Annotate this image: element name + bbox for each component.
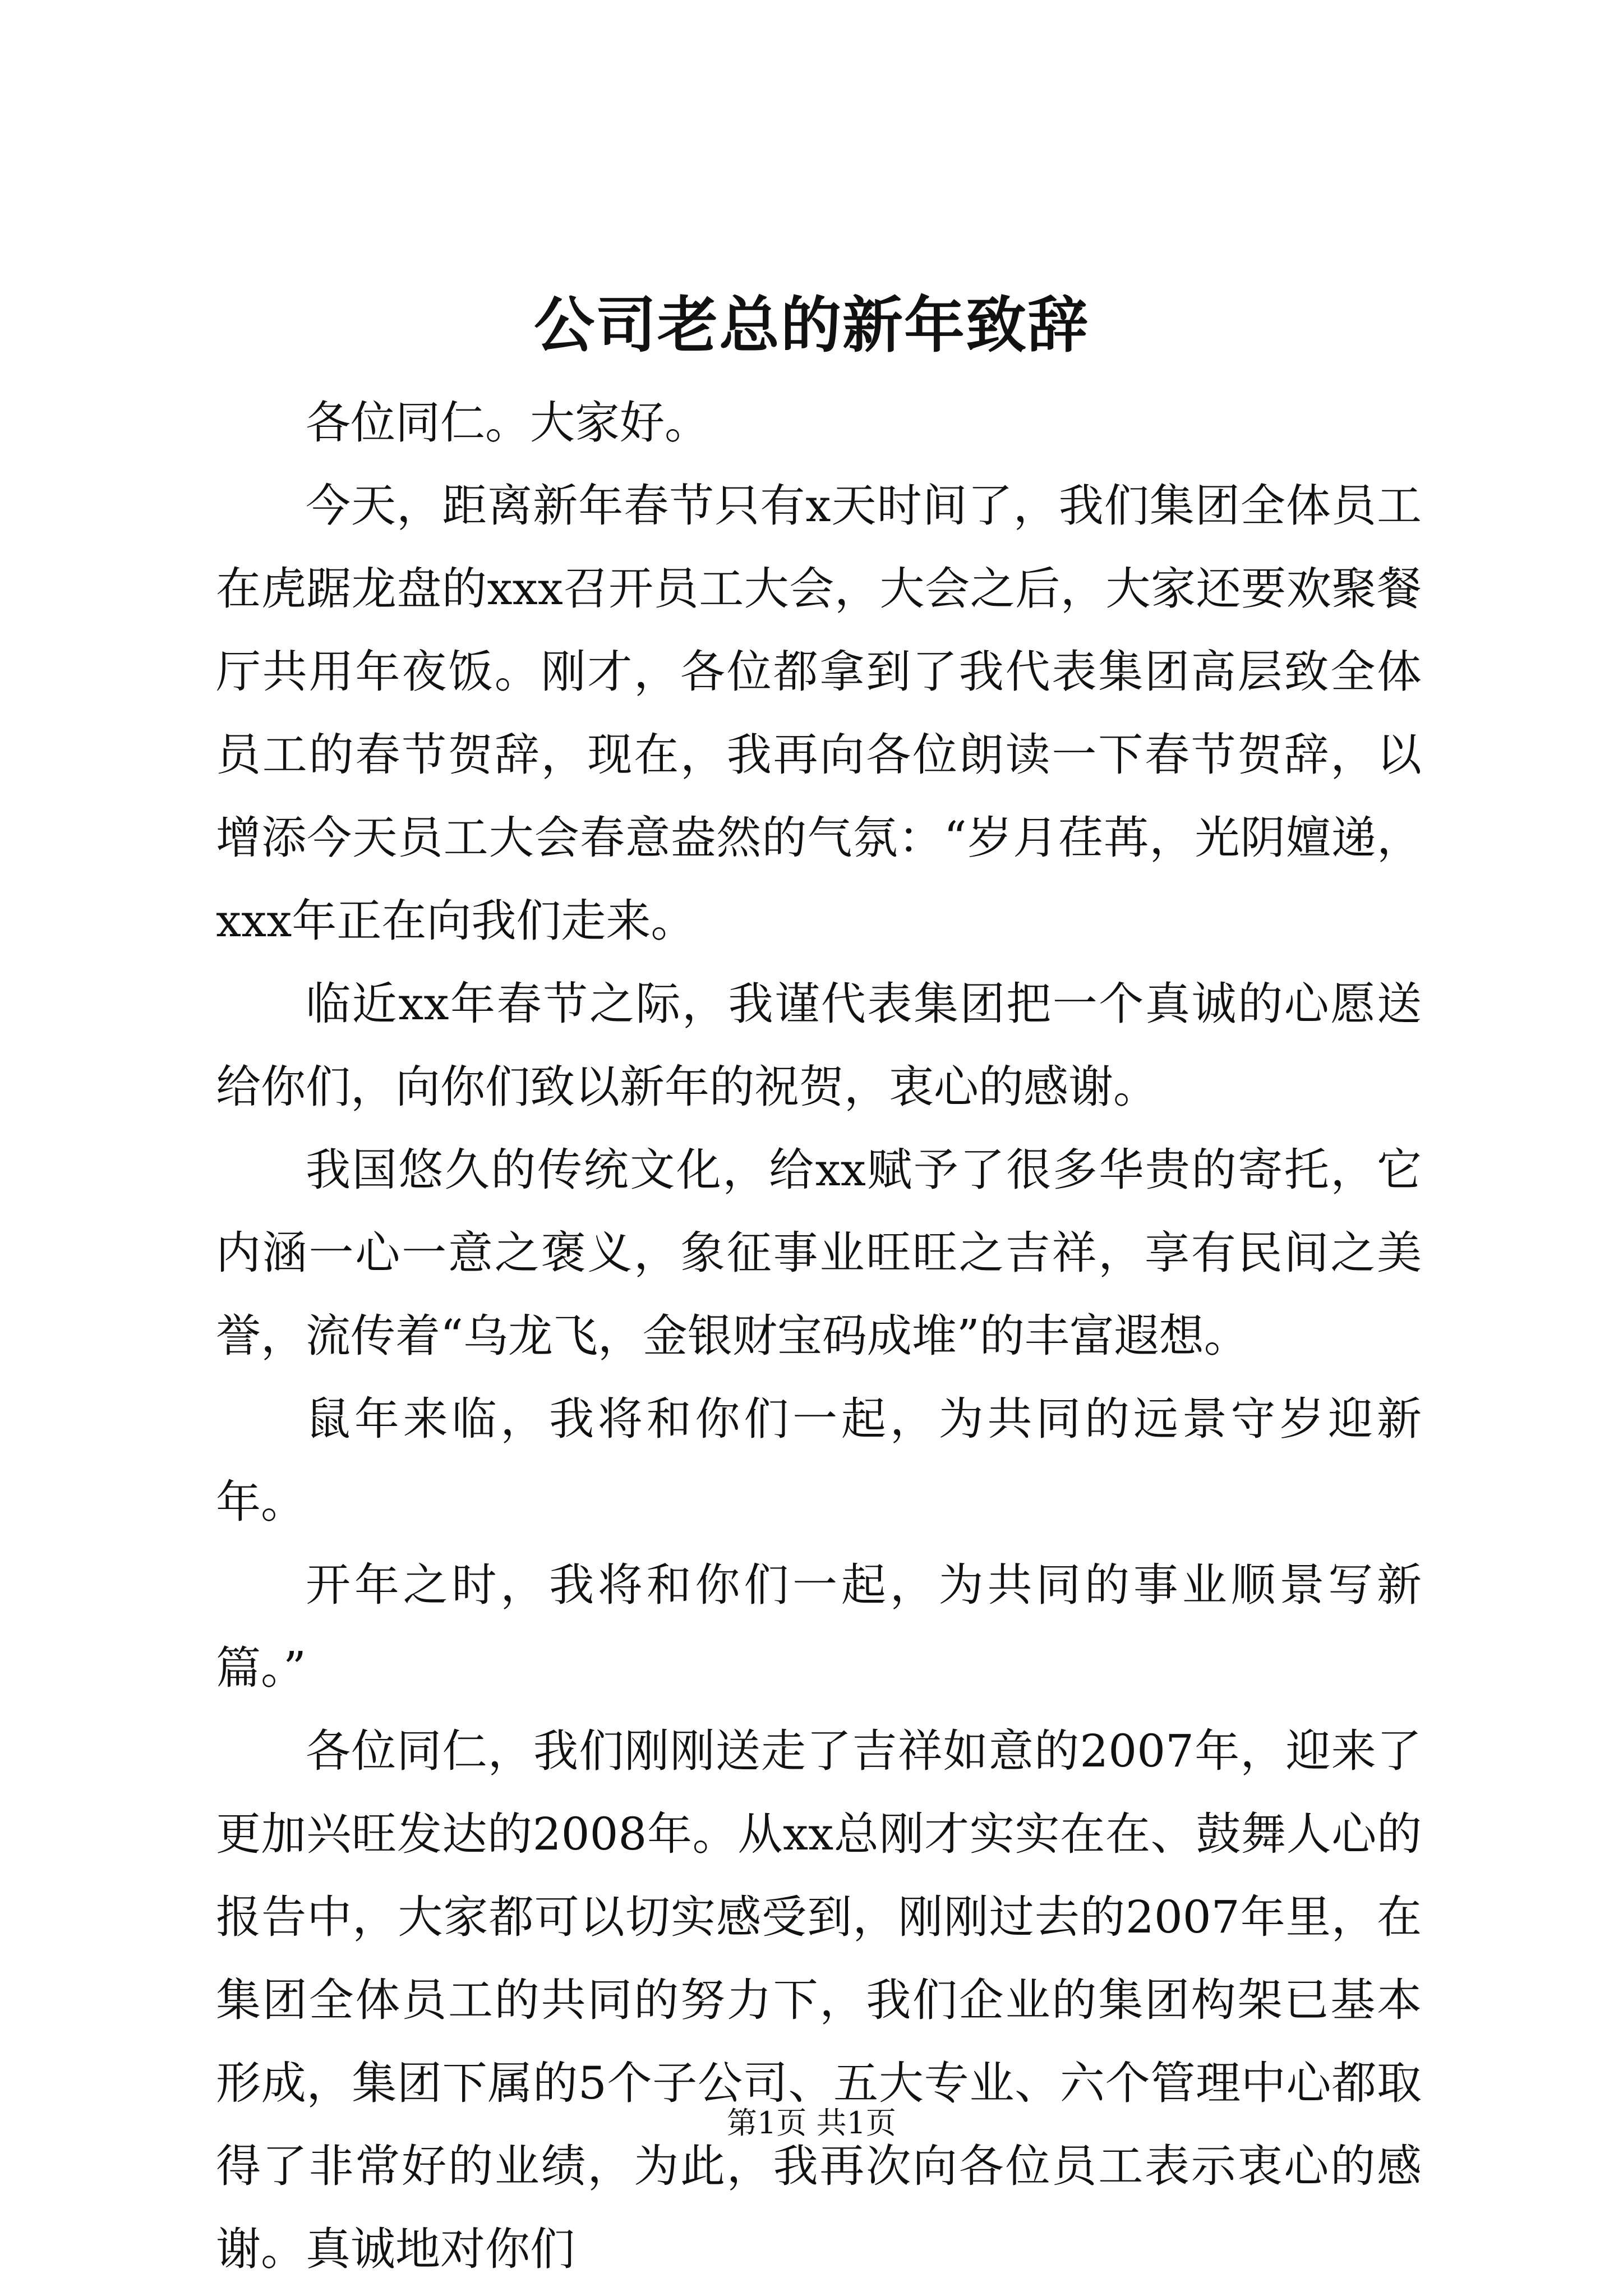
- paragraph-greeting: 各位同仁。大家好。: [306, 397, 709, 449]
- document-title: 公司老总的新年致辞: [533, 290, 1089, 361]
- paragraph-tradition: 我国悠久的传统文化，给xx赋予了很多华贵的寄托，它内涵一心一意之褒义，象征事业旺旺之吉祥，享有民间之美誉，流传着“乌龙飞，金银财宝码成堆”的丰富遐想。: [216, 1144, 1422, 1362]
- paragraph-new-year: 鼠年来临，我将和你们一起，为共同的远景守岁迎新年。: [216, 1393, 1422, 1528]
- page-number-footer: 第1页 共1页: [727, 2105, 896, 2141]
- paragraph-opening: 今天，距离新年春节只有x天时间了，我们集团全体员工在虎踞龙盘的xxx召开员工大会，大会之后，大家还要欢聚餐厅共用年夜饭。刚才，各位都拿到了我代表集团高层致全体员工的春节贺辞，现在，我再向各位朗读一下春节贺辞，以增添今天员工大会春意盎然的气氛：“岁月荏苒，光阴嬗递，xxx年正在向我们走来。: [216, 480, 1422, 947]
- paragraph-wishes: 临近xx年春节之际，我谨代表集团把一个真诚的心愿送给你们，向你们致以新年的祝贺，衷心的感谢。: [216, 978, 1422, 1113]
- paragraph-new-chapter: 开年之时，我将和你们一起，为共同的事业顺景写新篇。”: [216, 1559, 1422, 1694]
- document-body: [216, 381, 1422, 2291]
- paragraph-review: 各位同仁，我们刚刚送走了吉祥如意的2007年，迎来了更加兴旺发达的2008年。从xx总刚才实实在在、鼓舞人心的报告中，大家都可以切实感受到，刚刚过去的2007年里，在集团全体员工的共同的努力下，我们企业的集团构架已基本形成，集团下属的5个子公司、五大专业、六个管理中心都取得了非常好的业绩，为此，我再次向各位员工表示衷心的感谢。真诚地对你们: [216, 1725, 1422, 2275]
